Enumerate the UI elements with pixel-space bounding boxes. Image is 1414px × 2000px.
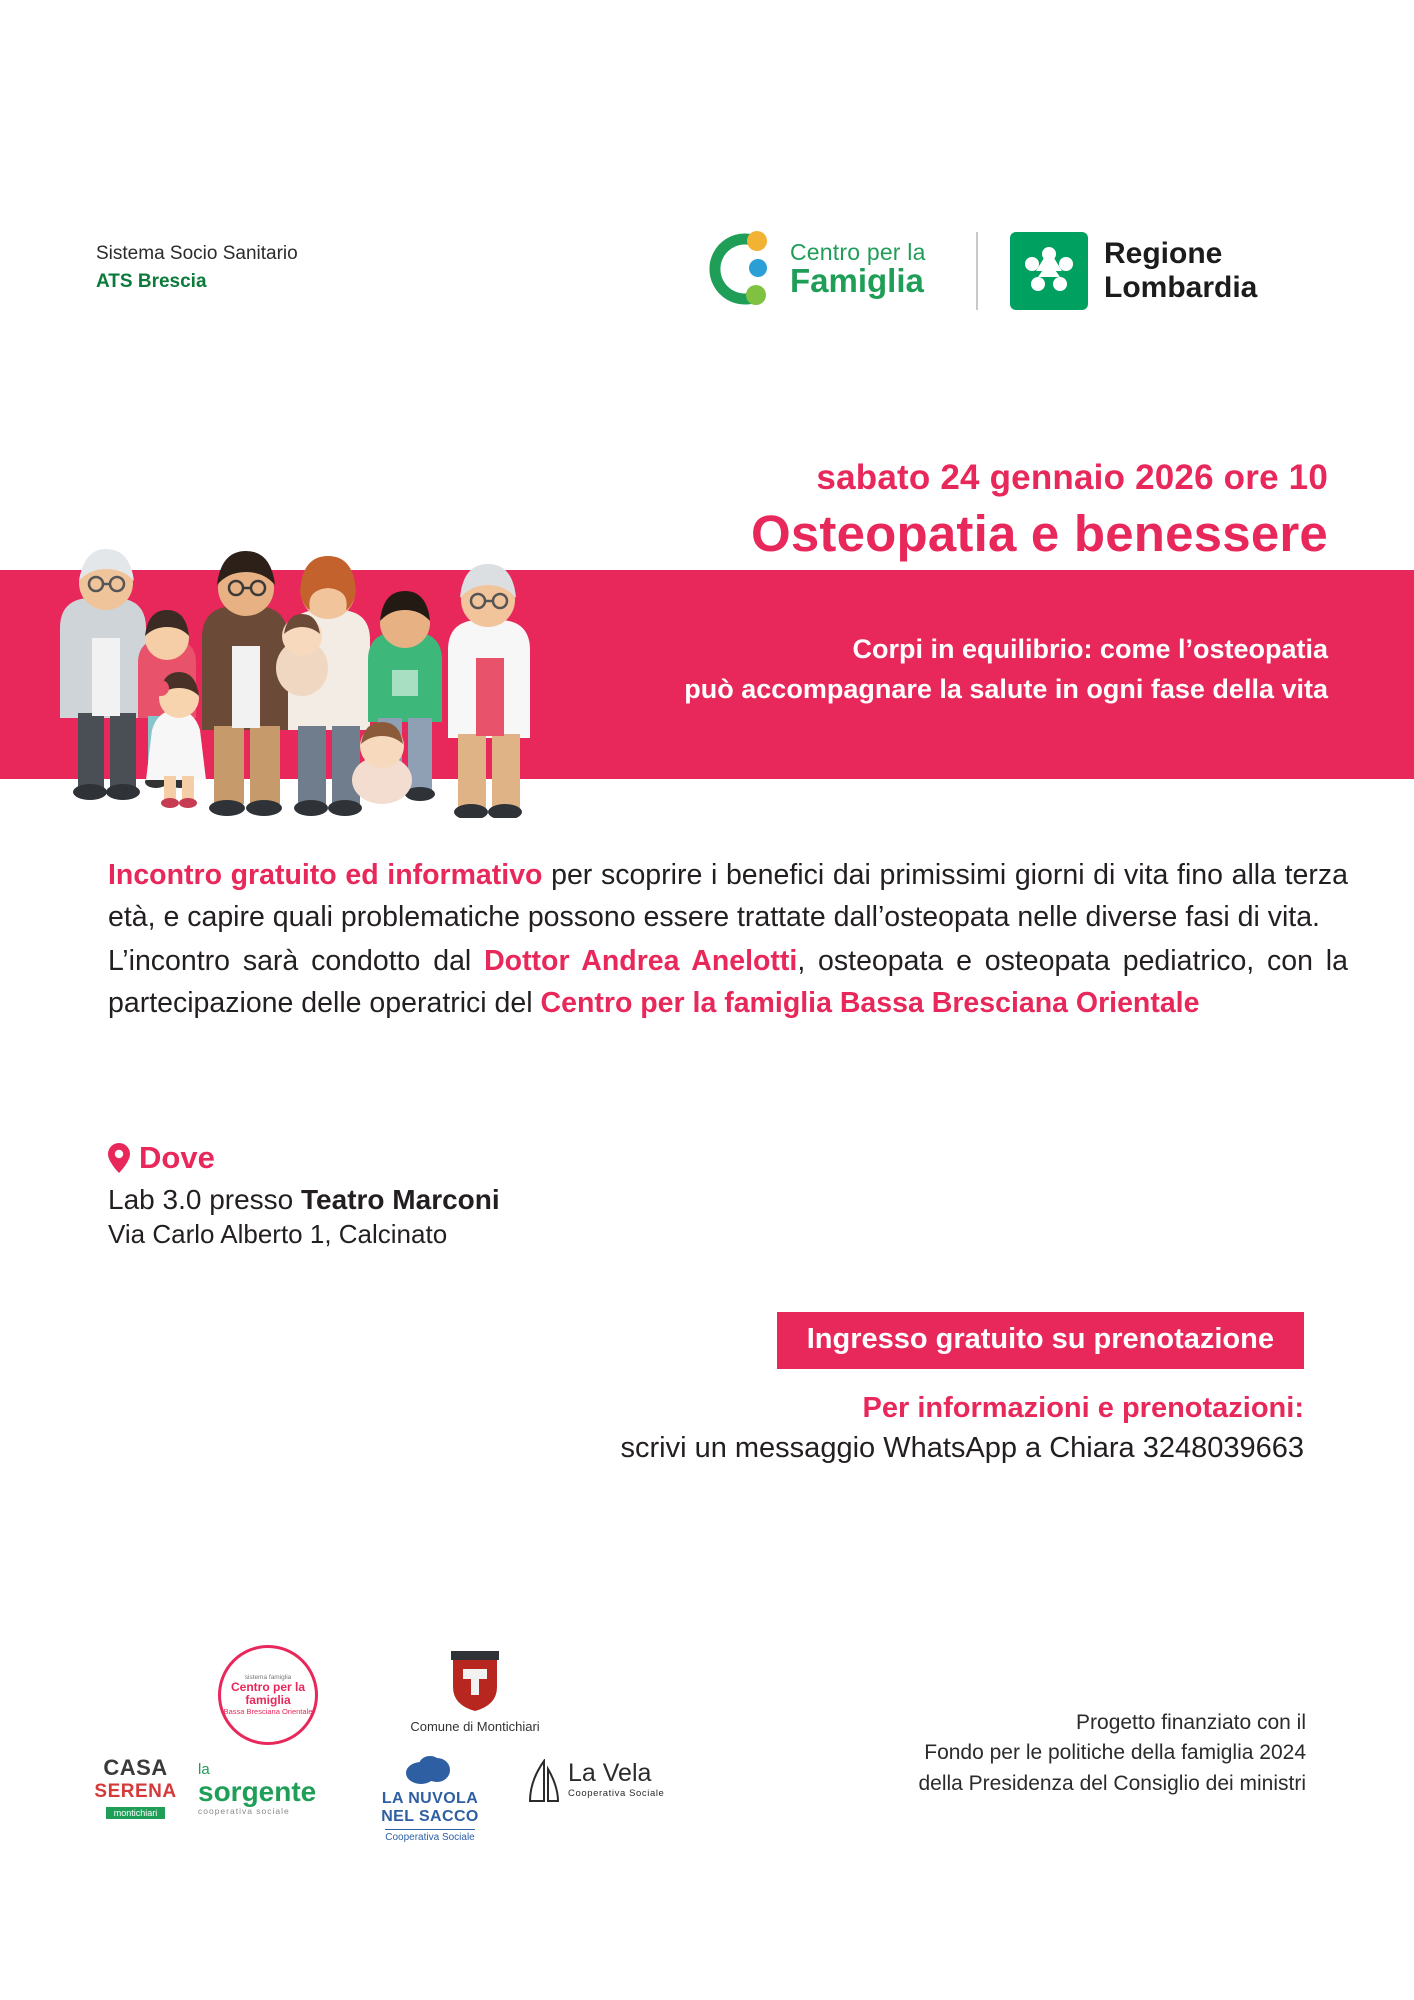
- nuvola-line2: NEL SACCO: [381, 1807, 479, 1825]
- description-paragraph-2: [108, 941, 1348, 1025]
- venue-line: [108, 1184, 500, 1216]
- venue-name: Teatro Marconi: [301, 1184, 500, 1215]
- cpf-line2: Famiglia: [790, 262, 924, 299]
- sorgente-line3: cooperativa sociale: [198, 1806, 290, 1816]
- header: [0, 228, 1414, 338]
- logo-la-nuvola-nel-sacco: [350, 1755, 510, 1845]
- funding-line2: Fondo per le politiche della famiglia 2024: [924, 1741, 1306, 1765]
- regione-line1: Regione: [1104, 237, 1223, 271]
- funding-line3: della Presidenza del Consiglio dei ministri: [918, 1771, 1306, 1795]
- centro-famiglia-c-icon: [700, 228, 776, 310]
- logo-la-vela: [528, 1759, 678, 1803]
- nuvola-line1: LA NUVOLA: [381, 1790, 479, 1807]
- funding-line1: Progetto finanziato con il: [1076, 1711, 1306, 1734]
- sorgente-line1: la: [198, 1761, 210, 1778]
- location-pin-icon: [108, 1143, 130, 1173]
- ats-line1: Sistema Socio Sanitario: [96, 243, 298, 264]
- logo-comune-montichiari: [400, 1647, 550, 1734]
- description-highlight-1: Incontro gratuito ed informativo: [108, 859, 543, 891]
- cloud-icon: [403, 1755, 457, 1785]
- location-label: Dove: [139, 1140, 215, 1175]
- description-text: [108, 855, 1348, 1025]
- info-contact: scrivi un messaggio WhatsApp a Chiara 3248039663: [620, 1432, 1304, 1464]
- sail-icon: [528, 1759, 562, 1803]
- logo-divider: [976, 232, 978, 310]
- hero-subtitle-line1: Corpi in equilibrio: come l’osteopatia: [852, 634, 1328, 664]
- logo-centro-famiglia-bbo: [218, 1645, 318, 1745]
- description-part-2b: , osteopata e osteopata pediatrico, con la partecipazione delle operatrici del: [108, 944, 1348, 1019]
- venue-pre: Lab 3.0 presso: [108, 1184, 302, 1215]
- description-rest-1: per scoprire i benefici dai primissimi giorni di vita fino alla terza età, e capire quali problematiche possono essere trattate dall’osteopata nelle diverse fasi di vita.: [108, 859, 1348, 933]
- montichiari-caption: Comune di Montichiari: [410, 1719, 540, 1734]
- cpf-circle-line3: Bassa Bresciana Orientale: [223, 1706, 313, 1716]
- regione-line2: Lombardia: [1104, 271, 1258, 304]
- venue-address: Via Carlo Alberto 1, Calcinato: [108, 1219, 448, 1249]
- family-group-illustration: [30, 488, 560, 818]
- lavela-line1: La Vela: [568, 1759, 652, 1787]
- organizer-name: Centro per la famiglia Bassa Bresciana Orientale: [540, 986, 1200, 1019]
- casa-serena-badge: montichiari: [106, 1807, 166, 1819]
- ats-line2: ATS Brescia: [96, 270, 207, 292]
- description-paragraph-1: [108, 855, 1348, 939]
- funding-note: [918, 1708, 1306, 1799]
- sorgente-line2: sorgente: [198, 1776, 317, 1807]
- casa-serena-line1: CASA: [103, 1755, 168, 1780]
- status-badge: Ingresso gratuito su prenotazione: [777, 1312, 1304, 1369]
- cpf-wordmark: [790, 241, 926, 297]
- cpf-circle-line1: sistema famiglia: [244, 1673, 292, 1681]
- hero-title-block: [508, 458, 1328, 563]
- page-title: Osteopatia e benessere: [750, 505, 1328, 562]
- regione-lombardia-logo: [1010, 232, 1257, 310]
- regione-wordmark: [1104, 237, 1257, 304]
- location-heading: [108, 1140, 500, 1176]
- ats-brescia-logo: [96, 240, 298, 295]
- casa-serena-line2: SERENA: [94, 1781, 177, 1802]
- logo-casa-serena: [88, 1755, 183, 1821]
- speaker-name: Dottor Andrea Anelotti: [484, 944, 798, 977]
- description-part-2a: L’incontro sarà condotto dal: [108, 944, 485, 977]
- nuvola-line3: Cooperativa Sociale: [385, 1829, 475, 1843]
- event-date: sabato 24 gennaio 2026 ore 10: [816, 458, 1328, 497]
- lavela-line2: Cooperativa Sociale: [568, 1788, 665, 1799]
- cpf-line1: Centro per la: [790, 239, 926, 265]
- centro-per-la-famiglia-logo: [700, 228, 926, 310]
- hero-subtitle-line2: può accompagnare la salute in ogni fase della vita: [684, 673, 1328, 704]
- logo-la-sorgente: [198, 1761, 328, 1816]
- municipal-crest-icon: [449, 1647, 501, 1713]
- hero-subtitle: [468, 630, 1328, 710]
- regione-lombardia-rose-icon: [1010, 232, 1088, 310]
- info-title: Per informazioni e prenotazioni:: [862, 1392, 1304, 1424]
- location-block: [108, 1140, 500, 1250]
- cpf-circle-line2: Centro per la famiglia: [230, 1680, 305, 1708]
